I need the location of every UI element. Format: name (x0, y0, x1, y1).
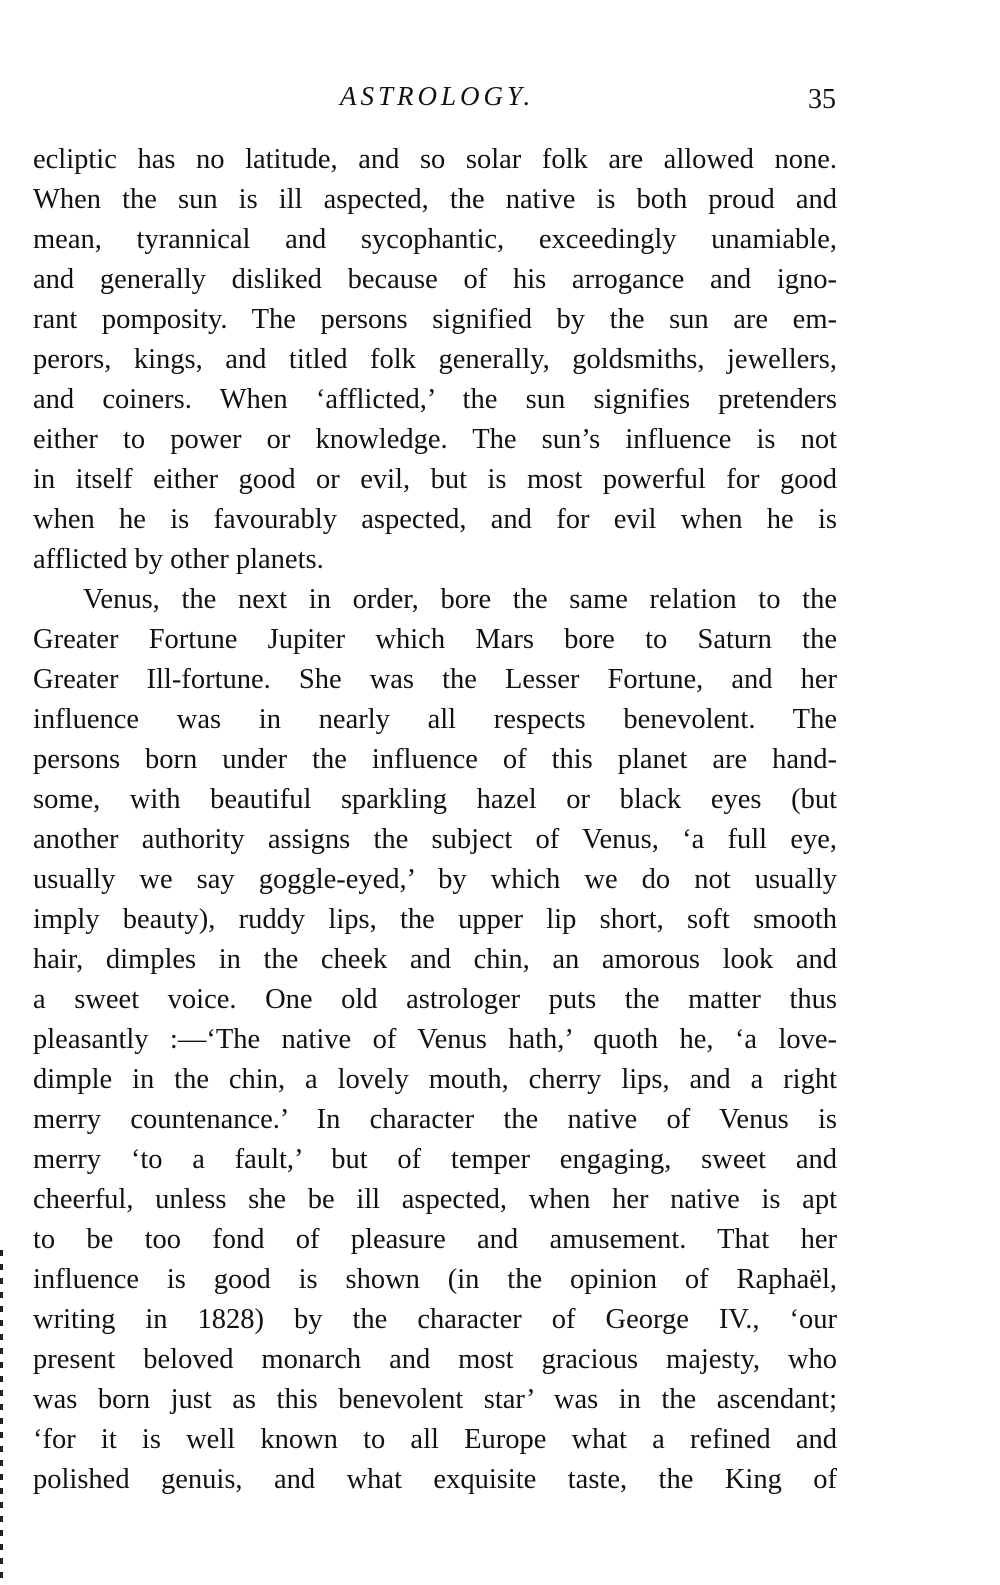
text-line: to be too fond of pleasure and amusement. That her (33, 1224, 837, 1255)
text-line: Venus, the next in order, bore the same relation to the (83, 584, 837, 615)
text-line: polished genuis, and what exquisite taste, the King of (33, 1464, 837, 1495)
running-head-title: ASTROLOGY. (340, 81, 535, 111)
text-line: persons born under the influence of this planet are hand- (33, 744, 837, 775)
text-line: Greater Ill-fortune. She was the Lesser Fortune, and her (33, 664, 837, 695)
text-line: and coiners. When ‘afflicted,’ the sun signifies pretenders (33, 384, 837, 415)
page-number: 35 (808, 84, 836, 115)
text-line: usually we say goggle-eyed,’ by which we do not usually (33, 864, 837, 895)
text-line: afflicted by other planets. (33, 544, 324, 575)
text-line: either to power or knowledge. The sun’s influence is not (33, 424, 837, 455)
text-line: another authority assigns the subject of Venus, ‘a full eye, (33, 824, 837, 855)
text-line: a sweet voice. One old astrologer puts the matter thus (33, 984, 837, 1015)
text-line: cheerful, unless she be ill aspected, when her native is apt (33, 1184, 837, 1215)
text-line: hair, dimples in the cheek and chin, an amorous look and (33, 944, 837, 975)
text-line: writing in 1828) by the character of George IV., ‘our (33, 1304, 837, 1335)
running-head (0, 78, 1000, 114)
text-line: ‘for it is well known to all Europe what a refined and (33, 1424, 837, 1455)
text-line: ecliptic has no latitude, and so solar folk are allowed none. (33, 144, 837, 175)
text-line: rant pomposity. The persons signified by the sun are em- (33, 304, 837, 335)
text-line: was born just as this benevolent star’ was in the ascendant; (33, 1384, 837, 1415)
text-line: merry ‘to a fault,’ but of temper engaging, sweet and (33, 1144, 837, 1175)
body-text (33, 140, 837, 1500)
text-line: when he is favourably aspected, and for evil when he is (33, 504, 837, 535)
paragraph-1 (33, 140, 837, 580)
text-line: present beloved monarch and most gracious majesty, who (33, 1344, 837, 1375)
paragraph-2 (33, 580, 837, 1500)
text-line: and generally disliked because of his arrogance and igno- (33, 264, 837, 295)
text-line: in itself either good or evil, but is most powerful for good (33, 464, 837, 495)
text-line: pleasantly :—‘The native of Venus hath,’ quoth he, ‘a love- (33, 1024, 837, 1055)
text-line: Greater Fortune Jupiter which Mars bore to Saturn the (33, 624, 837, 655)
scan-edge-mark (0, 1250, 3, 1585)
text-line: imply beauty), ruddy lips, the upper lip short, soft smooth (33, 904, 837, 935)
text-line: perors, kings, and titled folk generally, goldsmiths, jewellers, (33, 344, 837, 375)
text-line: some, with beautiful sparkling hazel or black eyes (but (33, 784, 837, 815)
text-line: dimple in the chin, a lovely mouth, cherry lips, and a right (33, 1064, 837, 1095)
text-line: When the sun is ill aspected, the native is both proud and (33, 184, 837, 215)
text-line: influence was in nearly all respects benevolent. The (33, 704, 837, 735)
text-line: influence is good is shown (in the opinion of Raphaël, (33, 1264, 837, 1295)
text-line: merry countenance.’ In character the native of Venus is (33, 1104, 837, 1135)
text-line: mean, tyrannical and sycophantic, exceedingly unamiable, (33, 224, 837, 255)
